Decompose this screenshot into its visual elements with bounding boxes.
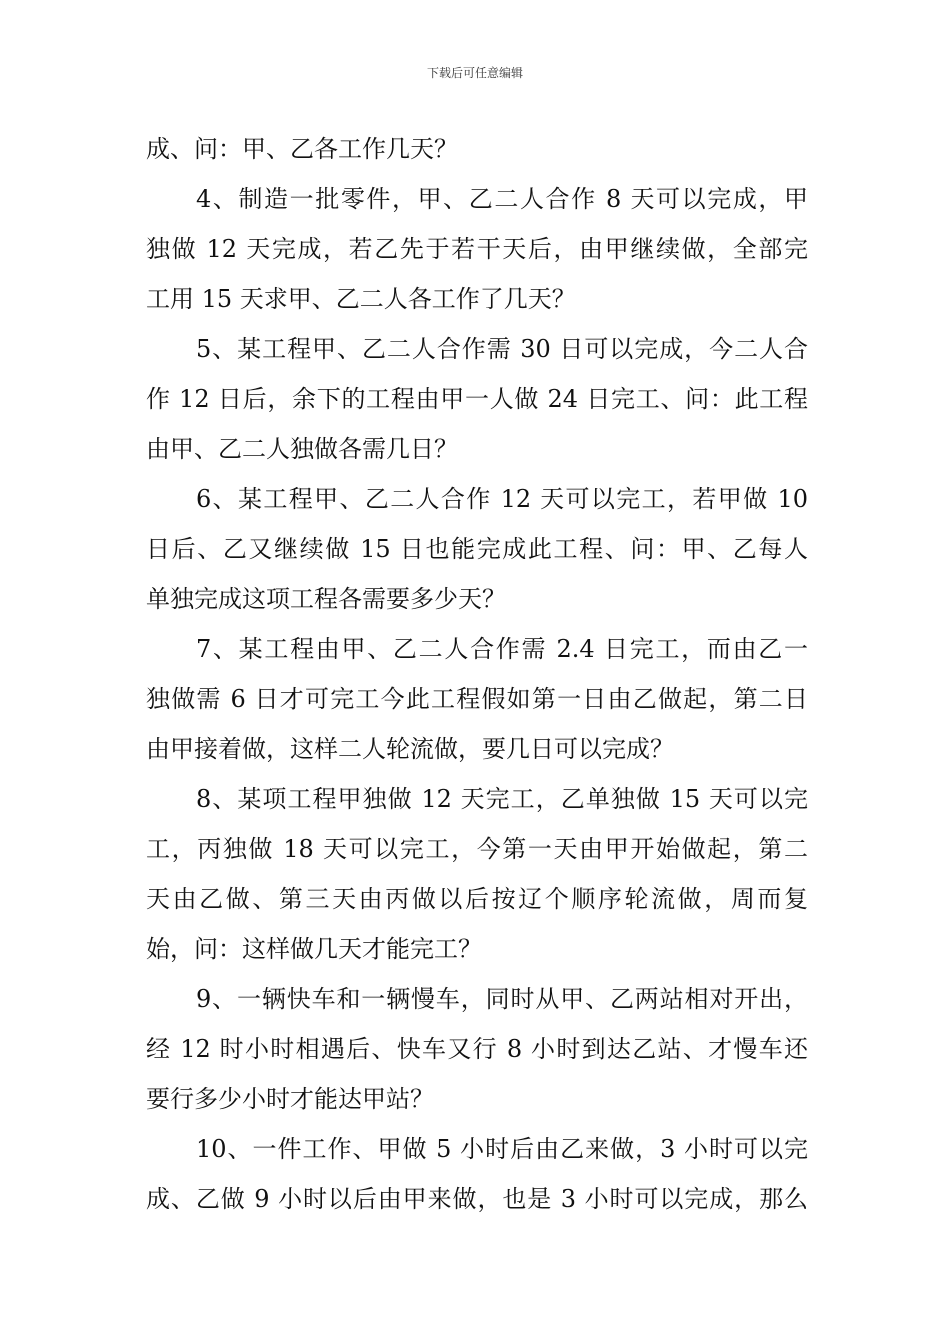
problem-4-line: 工用 15 天求甲、乙二人各工作了几天？ (146, 285, 576, 313)
problem-5-line: 由甲、乙二人独做各需几日？ (146, 435, 458, 463)
problem-8-line: 天由乙做、第三天由丙做以后按辽个顺序轮流做，周而复 (146, 885, 808, 913)
problem-9-line: 经 12 时小时相遇后、快车又行 8 小时到达乙站、才慢车还 (146, 1035, 808, 1063)
problem-6-line: 日后、乙又继续做 15 日也能完成此工程、问：甲、乙每人 (146, 535, 808, 563)
problem-4-line: 独做 12 天完成，若乙先于若干天后，由甲继续做，全部完 (146, 235, 808, 263)
problem-10-line: 成、乙做 9 小时以后由甲来做，也是 3 小时可以完成，那么 (146, 1185, 808, 1213)
document-body (146, 124, 808, 1224)
problem-8-line: 始，问：这样做几天才能完工？ (146, 935, 482, 963)
problem-8-line: 8、某项工程甲独做 12 天完工，乙单独做 15 天可以完 (196, 785, 808, 813)
problem-9-line: 9、一辆快车和一辆慢车，同时从甲、乙两站相对开出， (196, 985, 808, 1013)
problem-7-line: 独做需 6 日才可完工今此工程假如第一日由乙做起，第二日 (146, 685, 808, 713)
problem-5-line: 作 12 日后，余下的工程由甲一人做 24 日完工、问：此工程 (146, 385, 808, 413)
problem-8-line: 工，丙独做 18 天可以完工，今第一天由甲开始做起，第二 (146, 835, 808, 863)
page-header: 下载后可任意编辑 (426, 66, 523, 80)
text-line: 成、问：甲、乙各工作几天？ (146, 135, 458, 163)
problem-7-line: 由甲接着做，这样二人轮流做，要几日可以完成？ (146, 735, 674, 763)
problem-4-line: 4、制造一批零件，甲、乙二人合作 8 天可以完成，甲 (196, 185, 808, 213)
problem-7-line: 7、某工程由甲、乙二人合作需 2.4 日完工，而由乙一 (196, 635, 808, 663)
problem-6-line: 6、某工程甲、乙二人合作 12 天可以完工，若甲做 10 (196, 485, 808, 513)
problem-5-line: 5、某工程甲、乙二人合作需 30 日可以完成，今二人合 (196, 335, 808, 363)
problem-10-line: 10、一件工作、甲做 5 小时后由乙来做，3 小时可以完 (196, 1135, 808, 1163)
problem-6-line: 单独完成这项工程各需要多少天？ (146, 585, 506, 613)
problem-9-line: 要行多少小时才能达甲站？ (146, 1085, 434, 1113)
